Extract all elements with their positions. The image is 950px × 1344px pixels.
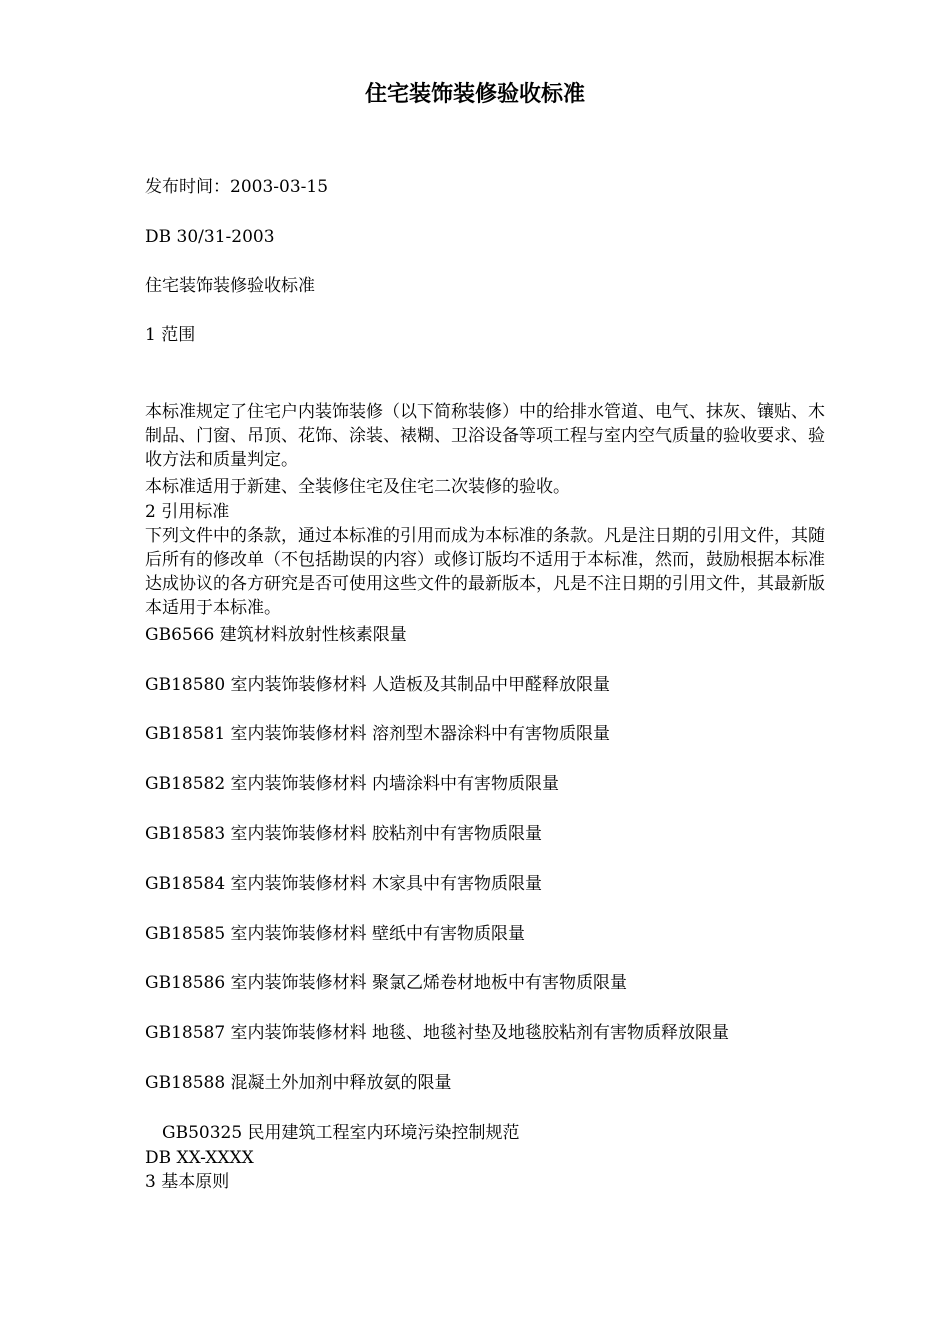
section-1-paragraph-1: 本标准规定了住宅户内装饰装修（以下简称装修）中的给排水管道、电气、抹灰、镶贴、木制品、门窗、吊顶、花饰、涂装、裱糊、卫浴设备等项工程与室内空气质量的验收要求、验收方法和质量判定。 (145, 402, 825, 470)
reference-item: GB18581 室内装饰装修材料 溶剂型木器涂料中有害物质限量 (145, 724, 610, 744)
section-2-heading: 2 引用标准 (145, 502, 230, 522)
reference-item: DB XX-XXXX (145, 1148, 254, 1168)
publish-date: 发布时间：2003-03-15 (145, 177, 329, 197)
reference-item: GB18586 室内装饰装修材料 聚氯乙烯卷材地板中有害物质限量 (145, 973, 627, 993)
reference-item: GB6566 建筑材料放射性核素限量 (145, 625, 407, 645)
reference-item: GB18584 室内装饰装修材料 木家具中有害物质限量 (145, 874, 542, 894)
page-title: 住宅装饰装修验收标准 (364, 82, 585, 107)
standard-code: DB 30/31-2003 (145, 227, 275, 247)
reference-item: GB18588 混凝土外加剂中释放氨的限量 (145, 1073, 452, 1093)
reference-item: GB18585 室内装饰装修材料 壁纸中有害物质限量 (145, 924, 525, 944)
reference-item: GB18587 室内装饰装修材料 地毯、地毯衬垫及地毯胶粘剂有害物质释放限量 (145, 1023, 729, 1043)
section-2-paragraph: 下列文件中的条款，通过本标准的引用而成为本标准的条款。凡是注日期的引用文件，其随后所有的修改单（不包括勘误的内容）或修订版均不适用于本标准，然而，鼓励根据本标准达成协议的各方研究是否可使用这些文件的最新版本，凡是不注日期的引用文件，其最新版本适用于本标准。 (145, 526, 825, 618)
section-1-paragraph-2: 本标准适用于新建、全装修住宅及住宅二次装修的验收。 (145, 477, 570, 497)
section-3-heading: 3 基本原则 (145, 1172, 230, 1192)
reference-item: GB18580 室内装饰装修材料 人造板及其制品中甲醛释放限量 (145, 675, 610, 695)
reference-item: GB18583 室内装饰装修材料 胶粘剂中有害物质限量 (145, 824, 542, 844)
section-1-heading: 1 范围 (145, 325, 196, 345)
reference-item: GB50325 民用建筑工程室内环境污染控制规范 (162, 1123, 520, 1143)
reference-item: GB18582 室内装饰装修材料 内墙涂料中有害物质限量 (145, 774, 559, 794)
document-subtitle: 住宅装饰装修验收标准 (145, 276, 315, 296)
